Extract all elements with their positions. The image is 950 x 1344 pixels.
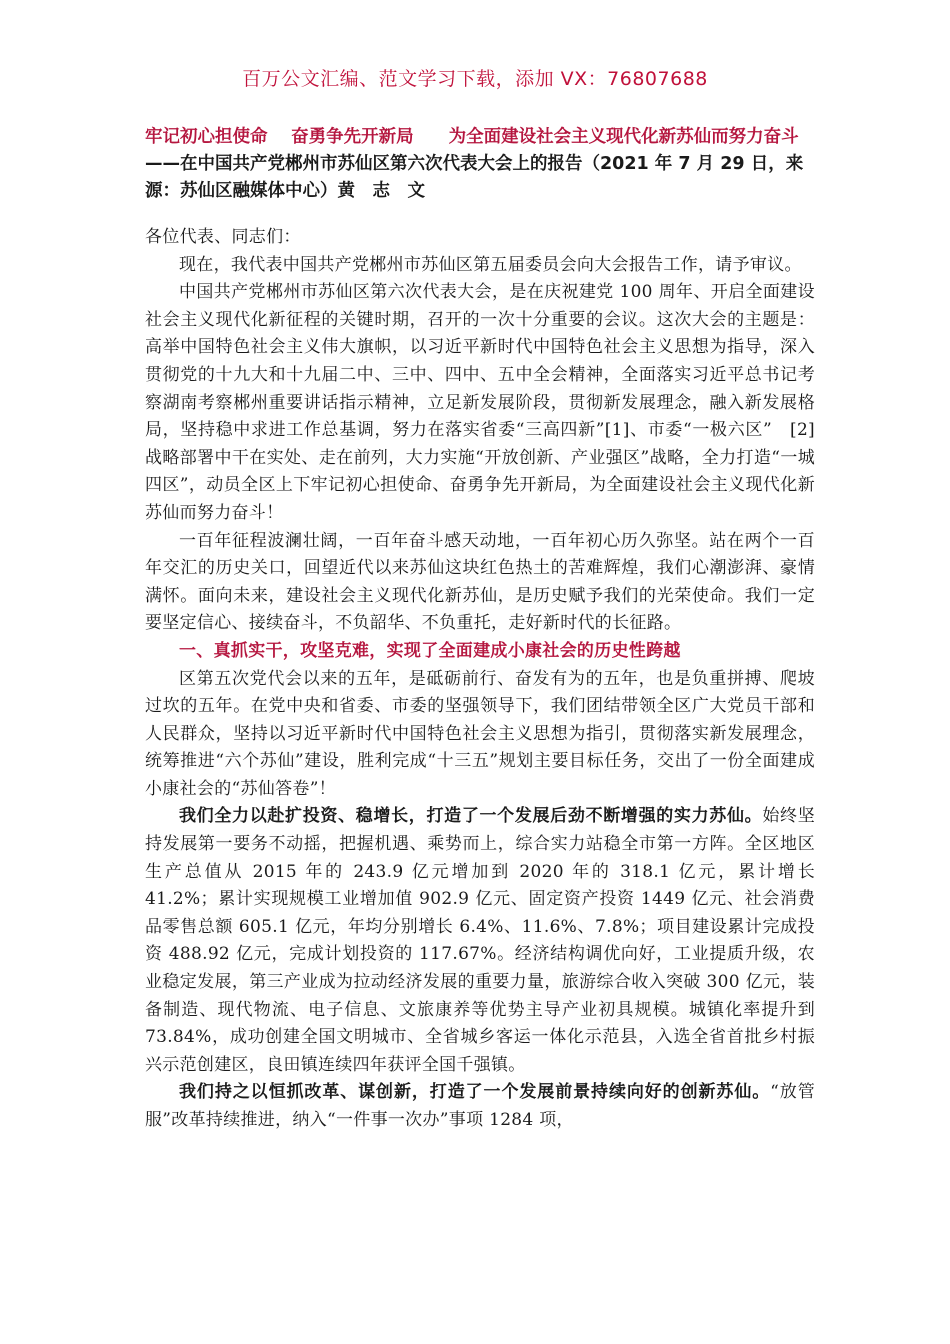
paragraph [145, 803, 815, 1079]
document-body [145, 224, 815, 1135]
greeting: 各位代表、同志们： [145, 227, 301, 247]
paragraph: 现在，我代表中国共产党郴州市苏仙区第五届委员会向大会报告工作，请予审议。 [179, 254, 802, 275]
paragraph: 一百年征程波澜壮阔，一百年奋斗感天动地，一百年初心历久弥坚。站在两个一百年交汇的历史关口，回望近代以来苏仙这块红色热土的苦难辉煌，我们心潮澎湃、豪情满怀。面向未来，建设社会主义现代化新苏仙，是历史赋予我们的光荣使命。我们一定要坚定信心、接续奋斗，不负韶华、不负重托，走好新时代的长征路。 [145, 530, 815, 634]
title-subtitle: ——在中国共产党郴州市苏仙区第六次代表大会上的报告（2021 年 7 月 29 日，来源：苏仙区融媒体中心）黄 志 文 [145, 154, 804, 201]
paragraph-lead: 我们全力以赴扩投资、稳增长，打造了一个发展后劲不断增强的实力苏仙。 [179, 806, 763, 827]
watermark-banner: 百万公文汇编、范文学习下载，添加 VX：76807688 [242, 68, 708, 90]
paragraph: 中国共产党郴州市苏仙区第六次代表大会，是在庆祝建党 100 周年、开启全面建设社会主义现代化新征程的关键时期，召开的一次十分重要的会议。这次大会的主题是：高举中国特色社会主义伟大旗帜，以习近平新时代中国特色社会主义思想为指导，深入贯彻党的十九大和十九届二中、三中、四中、五中全会精神，全面落实习近平总书记考察湖南考察郴州重要讲话指示精神，立足新发展阶段，贯彻新发展理念，融入新发展格局，坚持稳中求进工作总基调，努力在落实省委“三高四新”[1]、市委“一极六区” [2]战略部署中干在实处、走在前列，大力实施“开放创新、产业强区”战略，全力打造“一城四区”，动员全区上下牢记初心担使命、奋勇争先开新局，为全面建设社会主义现代化新苏仙而努力奋斗！ [145, 282, 815, 523]
paragraph [145, 1079, 815, 1134]
section-heading: 一、真抓实干，攻坚克难，实现了全面建成小康社会的历史性跨越 [179, 640, 681, 661]
paragraph-text: 始终坚持发展第一要务不动摇，把握机遇、乘势而上，综合实力站稳全市第一方阵。全区地区生产总值从 2015 年的 243.9 亿元增加到 2020 年的 318.1 亿元，累计增长 41.2%；累计实现规模工业增加值 902.9 亿元、固定资产投资 1449 亿元、社会消费品零售总额 605.1 亿元，年均分别增长 6.4%、11.6%、7.8%；项目建设累计完成投资 488.92 亿元，完成计划投资的 117.67%。经济结构调优向好，工业提质升级，农业稳定发展，第三产业成为拉动经济发展的重要力量，旅游综合收入突破 300 亿元，装备制造、现代物流、电子信息、文旅康养等优势主导产业初具规模。城镇化率提升到 73.84%，成功创建全国文明城市、全省城乡客运一体化示范县，入选全省首批乡村振兴示范创建区，良田镇连续四年获评全国千强镇。 [145, 806, 815, 1075]
paragraph: 区第五次党代会以来的五年，是砥砺前行、奋发有为的五年，也是负重拼搏、爬坡过坎的五年。在党中央和省委、市委的坚强领导下，我们团结带领全区广大党员干部和人民群众，坚持以习近平新时代中国特色社会主义思想为指引，贯彻落实新发展理念，统筹推进“六个苏仙”建设，胜利完成“十三五”规划主要目标任务，交出了一份全面建成小康社会的“苏仙答卷”！ [145, 668, 815, 799]
title-main: 牢记初心担使命 奋勇争先开新局 为全面建设社会主义现代化新苏仙而努力奋斗 [145, 127, 799, 147]
paragraph-lead: 我们持之以恒抓改革、谋创新，打造了一个发展前景持续向好的创新苏仙。 [179, 1082, 771, 1103]
document-title [145, 124, 825, 205]
paragraph-text: “放管服”改革持续推进，纳入“一件事一次办”事项 1284 项， [145, 1082, 815, 1130]
